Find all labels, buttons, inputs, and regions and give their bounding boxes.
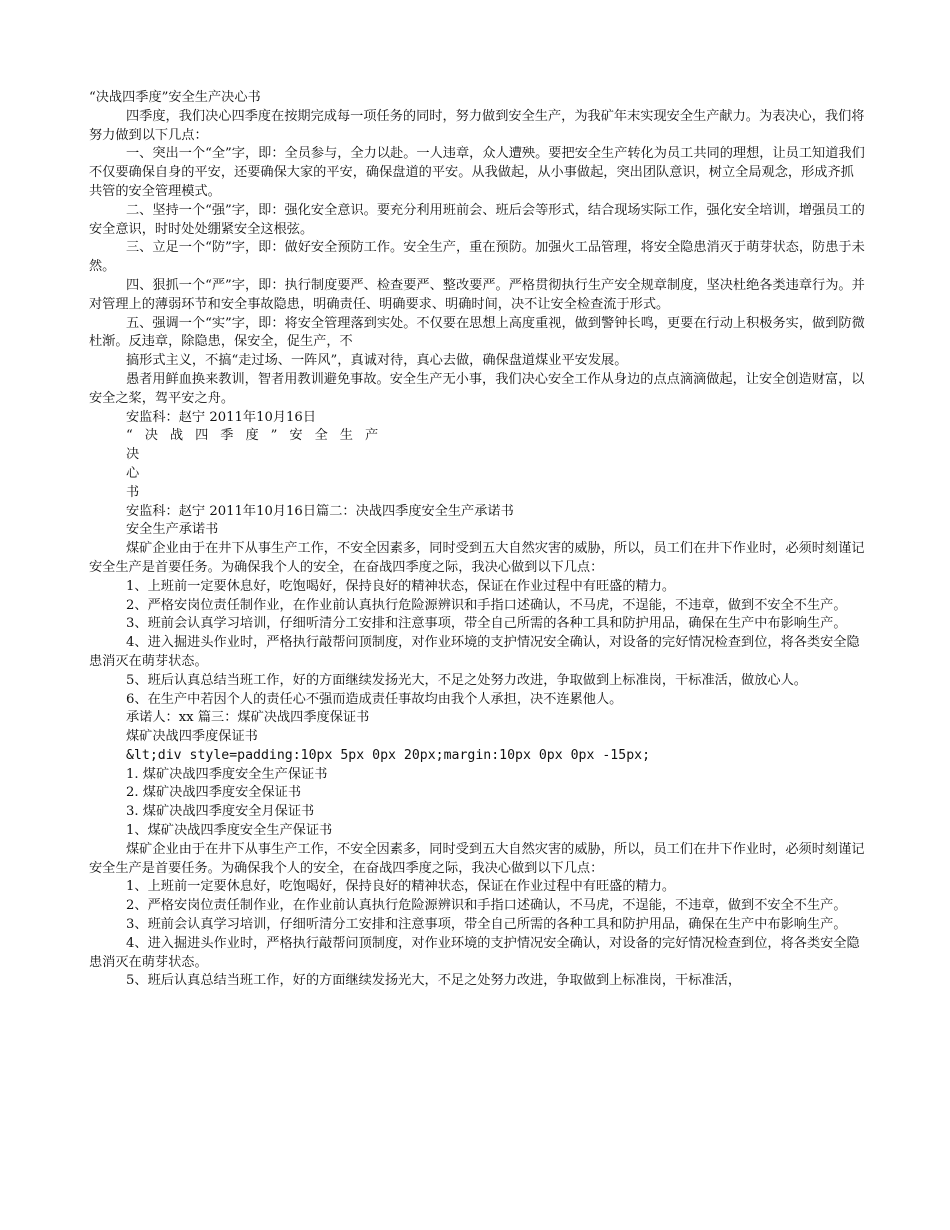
- list-item: 4、进入掘进头作业时，严格执行敲帮问顶制度，对作业环境的支护情况安全确认，对设备的完好情况检查到位，将各类安全隐患消灭在萌芽状态。: [89, 935, 860, 970]
- list-item: 5、班后认真总结当班工作，好的方面继续发扬光大，不足之处努力改进，争取做到上标准岗，干标准活，做放心人。: [126, 672, 807, 688]
- paragraph: 搞形式主义，不搞“走过场、一阵风”，真诚对待，真心去做，确保盘道煤业平安发展。: [126, 353, 628, 369]
- list-item: 6、在生产中若因个人的责任心不强而造成责任事故均由我个人承担，决不连累他人。: [126, 691, 623, 707]
- paragraph: 煤矿企业由于在井下从事生产工作，不安全因素多，同时受到五大自然灾害的威胁，所以，员工们在井下作业时，必须时刻谨记安全生产是首要任务。为确保我个人的安全，在奋战四季度之际，我决心做到以下几点：: [89, 541, 865, 575]
- list-item: 2、严格安岗位责任制作业，在作业前认真执行危险源辨识和手指口述确认，不马虎，不逞能，不违章，做到不安全不生产。: [126, 597, 847, 613]
- paragraph: 三、立足一个“防”字，即：做好安全预防工作。安全生产，重在预防。加强火工品管理，将安全隐患消灭于萌芽状态，防患于未然。: [89, 240, 865, 275]
- document-title: “决战四季度”安全生产决心书: [89, 90, 261, 105]
- list-item: 1、上班前一定要休息好，吃饱喝好，保持良好的精神状态，保证在作业过程中有旺盛的精力。: [126, 879, 676, 895]
- list-item: 3、班前会认真学习培训，仔细听清分工安排和注意事项，带全自己所需的各种工具和防护用品，确保在生产中布影响生产。: [126, 616, 847, 632]
- list-item: 3. 煤矿决战四季度安全月保证书: [126, 804, 315, 820]
- paragraph: 一、突出一个“全”字，即：全员参与，全力以赴。一人违章，众人遭殃。要把安全生产转化为员工共同的理想，让员工知道我们不仅要确保自身的平安，还要确保大家的平安，确保盘道的平安。从我做起，从小事做起，突出团队意识，树立全局观念，形成齐抓共管的安全管理模式。: [89, 146, 865, 199]
- paragraph: 煤矿企业由于在井下从事生产工作，不安全因素多，同时受到五大自然灾害的威胁，所以，员工们在井下作业时，必须时刻谨记安全生产是首要任务。为确保我个人的安全，在奋战四季度之际，我决心做到以下几点：: [89, 841, 865, 876]
- paragraph: 四季度，我们决心四季度在按期完成每一项任务的同时，努力做到安全生产，为我矿年末实现安全生产献力。为表决心，我们将努力做到以下几点：: [89, 108, 865, 143]
- signature-line: 安监科：赵宁 2011年10月16日: [126, 409, 317, 425]
- list-item: 2. 煤矿决战四季度安全保证书: [126, 785, 302, 801]
- section-heading: 煤矿决战四季度保证书: [126, 729, 258, 745]
- paragraph: 愚者用鲜血换来教训，智者用教训避免事故。安全生产无小事，我们决心安全工作从身边的点点滴滴做起，让安全创造财富，以安全之桨，驾平安之舟。: [89, 371, 865, 406]
- list-item: 4、进入掘进头作业时，严格执行敲帮问顶制度，对作业环境的支护情况安全确认，对设备的完好情况检查到位，将各类安全隐患消灭在萌芽状态。: [89, 635, 860, 669]
- list-item: 1. 煤矿决战四季度安全生产保证书: [126, 766, 328, 782]
- signature-line: 安监科：赵宁 2011年10月16日篇二：决战四季度安全生产承诺书: [126, 503, 514, 519]
- list-item: 1、上班前一定要休息好，吃饱喝好，保持良好的精神状态，保证在作业过程中有旺盛的精力。: [126, 578, 676, 594]
- section-heading: 1、煤矿决战四季度安全生产保证书: [126, 823, 333, 839]
- section-heading: 安全生产承诺书: [126, 522, 219, 538]
- list-item: 3、班前会认真学习培训，仔细听清分工安排和注意事项，带全自己所需的各种工具和防护用品，确保在生产中布影响生产。: [126, 917, 847, 933]
- vertical-char: 决: [126, 447, 140, 463]
- paragraph: 四、狠抓一个“严”字，即：执行制度要严、检查要严、整改要严。严格贯彻执行生产安全规章制度，坚决杜绝各类违章行为。并对管理上的薄弱环节和安全事故隐患，明确责任、明确要求、明确时间，决不让安全检查流于形式。: [89, 277, 865, 312]
- document-body: [89, 89, 865, 991]
- list-item: 5、班后认真总结当班工作，好的方面继续发扬光大，不足之处努力改进，争取做到上标准岗，干标准活，: [126, 973, 742, 989]
- spaced-title: “决战四季度”安全生产: [126, 428, 391, 444]
- paragraph: 二、坚持一个“强”字，即：强化安全意识。要充分利用班前会、班后会等形式，结合现场实际工作，强化安全培训，增强员工的安全意识，时时处处绷紧安全这根弦。: [89, 202, 865, 237]
- code-line: &lt;div style=padding:10px 5px 0px 20px;margin:10px 0px 0px -15px;: [126, 747, 651, 763]
- vertical-char: 心: [126, 465, 140, 481]
- list-item: 2、严格安岗位责任制作业，在作业前认真执行危险源辨识和手指口述确认，不马虎，不逞能，不违章，做到不安全不生产。: [126, 898, 847, 914]
- vertical-char: 书: [126, 484, 140, 500]
- paragraph: 五、强调一个“实”字，即：将安全管理落到实处。不仅要在思想上高度重视，做到警钟长鸣，更要在行动上积极务实，做到防微杜渐。反违章，除隐患，保安全，促生产，不: [89, 315, 865, 350]
- signature-line: 承诺人：xx 篇三：煤矿决战四季度保证书: [126, 710, 370, 726]
